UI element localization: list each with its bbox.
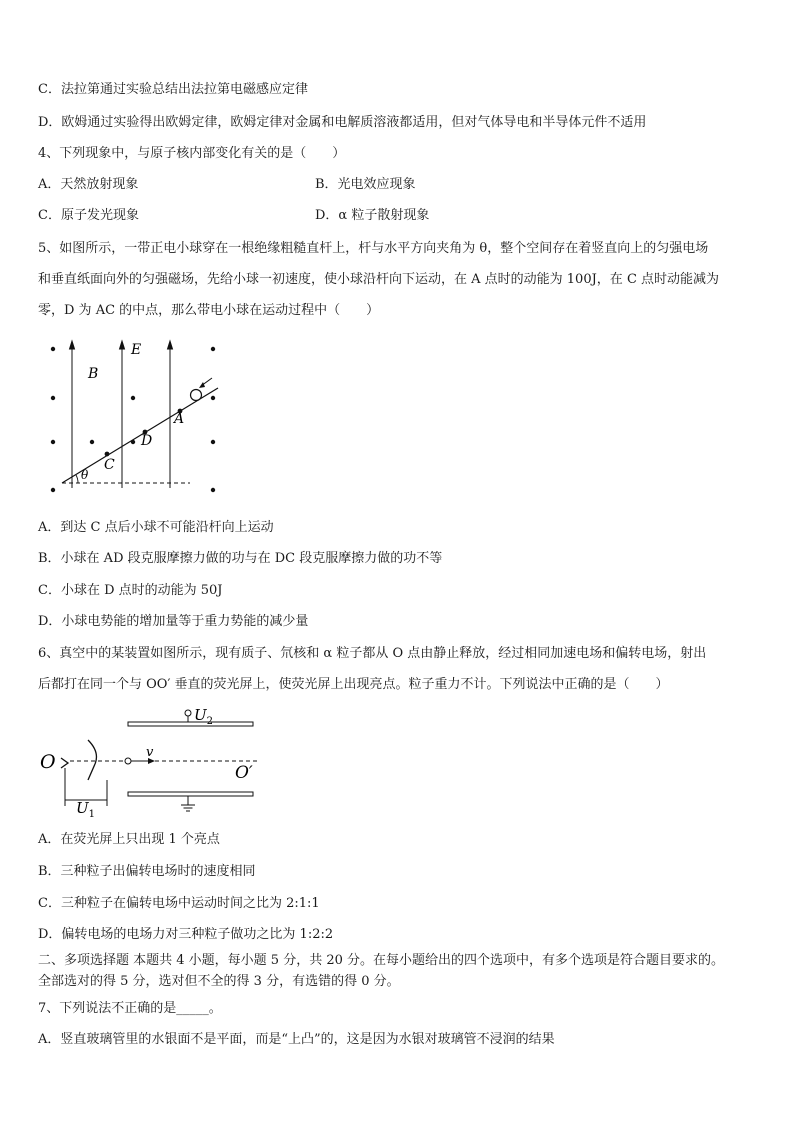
- accelerating-grid-upper: [88, 740, 96, 764]
- option-d-prev: D．欧姆通过实验得出欧姆定律，欧姆定律对金属和电解质溶液都适用，但对气体导电和半导体元件不适用: [38, 115, 647, 130]
- q6-option-c: C．三种粒子在偏转电场中运动时间之比为 2:1:1: [38, 896, 320, 911]
- q4-option-c: C．原子发光现象: [38, 208, 139, 223]
- question-5-line1: 5、如图所示，一带正电小球穿在一根绝缘粗糙直杆上，杆与水平方向夹角为 θ，整个空间存在着竖直向上的匀强电场: [38, 241, 709, 256]
- label-d: D: [141, 433, 153, 449]
- q4-option-d: D．α 粒子散射现象: [315, 208, 430, 223]
- label-u1: $U_1$: [76, 799, 96, 820]
- q4-option-a: A．天然放射现象: [38, 177, 139, 192]
- label-o: O: [40, 751, 56, 773]
- particle: [125, 758, 131, 764]
- electric-field-lines: [70, 341, 173, 488]
- upper-plate: [128, 722, 253, 726]
- label-e: E: [131, 342, 142, 358]
- q6-option-d: D．偏转电场的电场力对三种粒子做功之比为 1:2:2: [38, 927, 334, 942]
- q6-option-b: B．三种粒子出偏转电场时的速度相同: [38, 864, 256, 879]
- label-b: B: [88, 366, 99, 382]
- section-2-line1: 二、多项选择题 本题共 4 小题，每小题 5 分，共 20 分。在每小题给出的四个选项中，有多个选项是符合题目要求的。: [38, 953, 725, 968]
- section-2-line2: 全部选对的得 5 分，选对但不全的得 3 分，有选错的得 0 分。: [38, 974, 400, 989]
- q5-option-a: A．到达 C 点后小球不可能沿杆向上运动: [38, 520, 274, 535]
- theta-arc: [76, 475, 78, 483]
- label-v: v: [146, 745, 154, 760]
- q7-option-a: A．竖直玻璃管里的水银面不是平面，而是“上凸”的，这是因为水银对玻璃管不浸润的结果: [38, 1032, 555, 1047]
- q4-option-b: B．光电效应现象: [315, 177, 416, 192]
- option-c-prev: C．法拉第通过实验总结出法拉第电磁感应定律: [38, 82, 308, 97]
- question-5-line2: 和垂直纸面向外的匀强磁场，先给小球一初速度，使小球沿杆向下运动，在 A 点时的动能为 100J，在 C 点时动能减为: [38, 272, 720, 287]
- q6-option-a: A．在荧光屏上只出现 1 个亮点: [38, 832, 220, 847]
- question-6-line2: 后都打在同一个与 OO′ 垂直的荧光屏上，使荧光屏上出现亮点。粒子重力不计。下列说法中正确的是（ ）: [38, 677, 669, 692]
- magnetic-field-dots: [51, 347, 215, 492]
- q5-option-b: B．小球在 AD 段克服摩擦力做的功与在 DC 段克服摩擦力做的功不等: [38, 551, 443, 566]
- question-5-line3: 零，D 为 AC 的中点，那么带电小球在运动过程中（ ）: [38, 303, 380, 318]
- question-7: 7、下列说法不正确的是_____。: [38, 1001, 222, 1016]
- source-bracket: [61, 758, 68, 768]
- u2-terminal: [185, 710, 191, 716]
- figure-particle-accelerator: [38, 700, 273, 818]
- question-4: 4、下列现象中，与原子核内部变化有关的是（ ）: [38, 146, 346, 161]
- label-u2: $U_2$: [194, 706, 214, 727]
- figure-inclined-rod: [40, 338, 230, 500]
- accelerating-grid-lower: [88, 764, 95, 780]
- question-6-line1: 6、真空中的某装置如图所示，现有质子、氘核和 α 粒子都从 O 点由静止释放，经过相同加速电场和偏转电场，射出: [38, 646, 707, 661]
- label-a: A: [174, 411, 185, 427]
- q5-option-d: D．小球电势能的增加量等于重力势能的减少量: [38, 614, 309, 629]
- lower-plate: [128, 792, 253, 796]
- label-c: C: [104, 457, 115, 473]
- label-o-prime: O′: [235, 763, 253, 783]
- q5-option-c: C．小球在 D 点时的动能为 50J: [38, 583, 223, 598]
- charged-ball: [191, 390, 202, 401]
- label-theta: θ: [81, 468, 89, 482]
- point-c: [105, 452, 110, 457]
